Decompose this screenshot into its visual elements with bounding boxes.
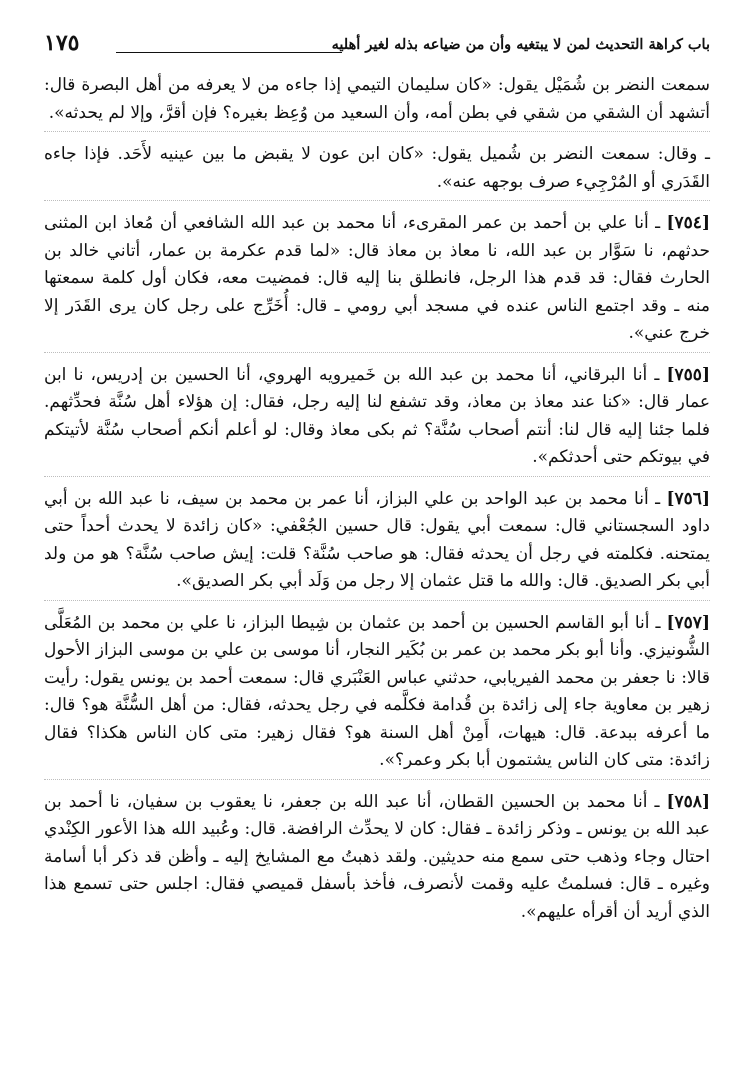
paragraph-text: سمعت النضر بن شُمَيْل يقول: «كان سليمان التيمي إذا جاءه من لا يعرفه من أهل البصرة قال: أتشهد أن الشقي من شقي في بطن أمه، وأن السعيد من وُعِظ بغيره؟ فإن أقرَّ، وإلا لم يحدثه». — [44, 75, 710, 123]
paragraph-text: ـ أنا البرقاني، أنا محمد بن عبد الله بن خَميرويه الهروي، أنا الحسين بن إدريس، نا ابن عمار قال: «كنا عند معاذ بن معاذ، وقد تشفع لنا إليه رجل، فقال: إن هؤلاء أهل سُنَّة فحدِّثهم. فلما جئنا إليه قال لنا: أنتم أصحاب سُنَّة؟ ثم بكى معاذ وقال: لو أعلم أنكم أصحاب سُنَّة لأتيتكم في بيوتكم حتى أحدثكم». — [44, 364, 710, 467]
hadith-757 — [44, 610, 710, 775]
paragraph-separator — [44, 352, 710, 353]
hadith-number: [٧٥٧] — [666, 612, 710, 633]
running-header — [44, 28, 710, 62]
paragraph-separator — [44, 600, 710, 601]
paragraph-separator — [44, 476, 710, 477]
paragraph-separator — [44, 779, 710, 780]
book-page — [44, 28, 710, 926]
hadith-756 — [44, 486, 710, 596]
paragraph-ibn-awn — [44, 141, 710, 196]
paragraph-text: ـ أنا علي بن أحمد بن عمر المقرىء، أنا محمد بن عبد الله الشافعي أن مُعاذ ابن المثنى حدثهم، نا سَوَّار بن عبد الله، نا معاذ بن معاذ قال: «لما قدم عكرمة بن عمار، أتاني خالد بن الحارث فقال: قد قدم هذا الرجل، فانطلق بنا إليه قال: فمضيت معه، فكان أول كلمة سمعتها منه ـ وقد اجتمع الناس عنده في مسجد أبي رومي ـ قال: أُخَرِّج على رجل كان يرى القَدَر إلا خرج عني». — [44, 213, 710, 343]
paragraph-text: ـ وقال: سمعت النضر بن شُميل يقول: «كان ابن عون لا يقبض ما بين عينيه لأَحَد. فإذا جاءه القَدَري أو المُرْجِيء صرف بوجهه عنه». — [44, 144, 710, 192]
hadith-754 — [44, 210, 710, 348]
paragraph-separator — [44, 131, 710, 132]
hadith-number: [٧٥٨] — [666, 791, 710, 812]
paragraph-text: ـ أنا محمد بن عبد الواحد بن علي البزاز، أنا عمر بن محمد بن سيف، نا عبد الله بن أبي داود السجستاني قال: سمعت أبي يقول: قال حسين الجُعْفي: «كان زائدة لا يحدث أحداً حتى يمتحنه. فكلمته في رجل أن يحدثه فقال: هو صاحب سُنَّة؟ قلت: إيش صاحب سُنَّة؟ هو من ولد أبي بكر الصديق. قال: والله ما قتل عثمان إلا رجل من وَلَد أبي بكر الصديق». — [44, 488, 710, 591]
hadith-number: [٧٥٥] — [666, 364, 710, 385]
paragraph-text: ـ أنا أبو القاسم الحسين بن أحمد بن عثمان بن شِيطا البزاز، نا علي بن محمد بن المُعَلَّى الشُّونيزي. وأنا أبو بكر محمد بن عمر بن بُكَير النجار، أنا موسى بن علي بن موسى البزاز الأحول قالا: نا جعفر بن محمد الفيريابي، حدثني عباس العَنْبَري قال: سمعت أحمد بن يونس يقول: رأيت زهير بن معاوية جاء إلى زائدة بن قُدامة فكلَّمه في رجل يحدثه، فقال: من أهل السُّنَّة هو؟ قال: ما أعرفه ببدعة. قال: هيهات، أَمِنْ أهل السنة هو؟ فقال زهير: متى كان الناس هكذا؟ فقال زائدة: متى كان الناس يشتمون أبا بكر وعمر؟». — [44, 612, 710, 770]
header-title: باب كراهة التحديث لمن لا يبتغيه وأن من ضياعه بذله لغير أهليه — [331, 36, 710, 53]
paragraph-separator — [44, 200, 710, 201]
hadith-758 — [44, 789, 710, 927]
paragraph-text: ـ أنا محمد بن الحسين القطان، أنا عبد الله بن جعفر، نا يعقوب بن سفيان، نا أحمد بن عبد الله بن يونس ـ وذكر زائدة ـ فقال: كان لا يحدِّث الرافضة. قال: وعُبيد الله هذا الأعور الكِنْدي احتال وجاء وذهب حتى سمع منه حديثين. ولقد ذهبتُ مع المشايخ إليه ـ وأظن قد ذكر أبا أسامة وغيره ـ قال: فسلمتُ عليه وقمت لأنصرف، فأخذ بأسفل قميصي فقال: اجلس حتى تسمع هذا الذي أريد أن أقرأه عليهم». — [44, 791, 710, 922]
paragraph-nadr-ibn-shumayl — [44, 72, 710, 127]
page-number: ١٧٥ — [44, 30, 80, 56]
header-rule — [116, 52, 342, 53]
hadith-number: [٧٥٦] — [666, 488, 710, 509]
hadith-number: [٧٥٤] — [666, 213, 710, 233]
hadith-755 — [44, 362, 710, 472]
